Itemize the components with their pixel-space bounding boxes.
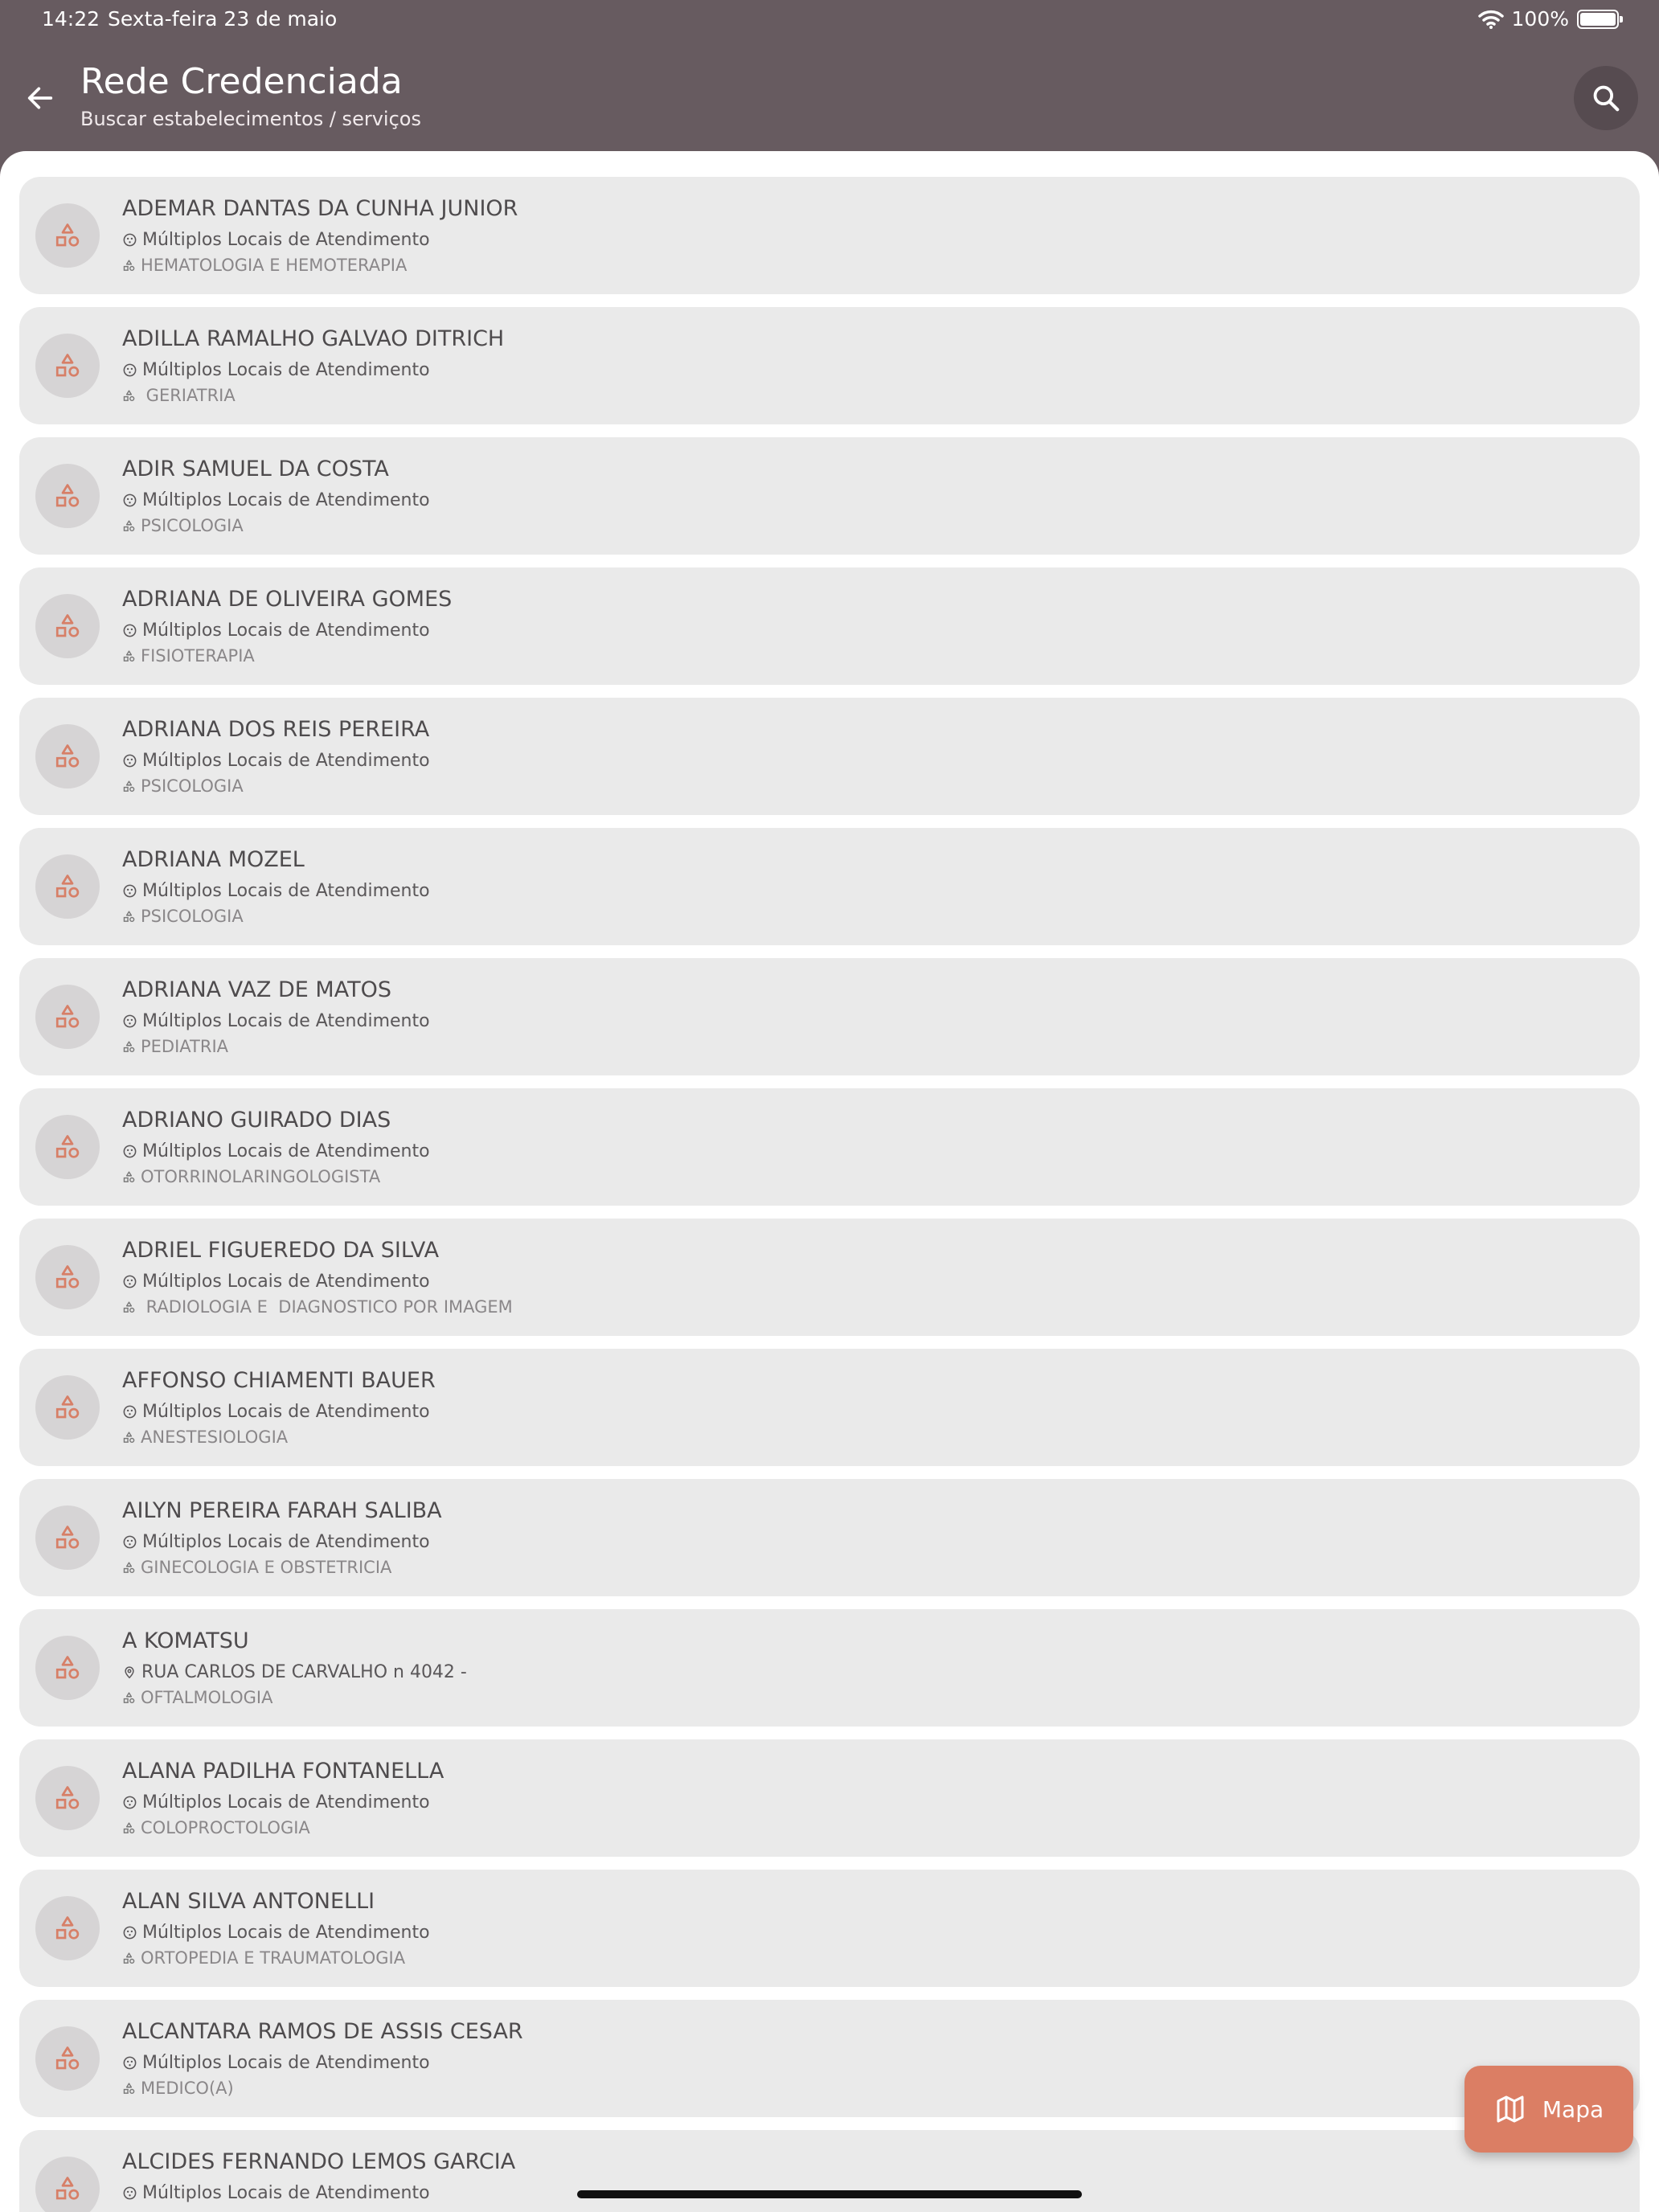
specialty-icon <box>122 649 136 663</box>
multiple-locations-icon <box>122 2185 137 2201</box>
provider-name: ALAN SILVA ANTONELLI <box>122 1889 375 1914</box>
provider-avatar <box>35 1766 100 1830</box>
multiple-locations-icon <box>122 1014 137 1029</box>
provider-location-text: Múltiplos Locais de Atendimento <box>142 621 430 641</box>
provider-location <box>122 360 430 380</box>
provider-name: ADRIANA VAZ DE MATOS <box>122 977 391 1002</box>
specialty-icon <box>122 1301 136 1314</box>
page-subtitle: Buscar estabelecimentos / serviços <box>80 108 421 130</box>
provider-name: ALANA PADILHA FONTANELLA <box>122 1759 444 1784</box>
specialty-icon <box>122 1040 136 1054</box>
provider-avatar <box>35 1245 100 1309</box>
multiple-locations-icon <box>122 1795 137 1810</box>
provider-avatar <box>35 1375 100 1440</box>
status-time: 14:22 <box>42 7 100 31</box>
provider-card[interactable] <box>19 307 1640 424</box>
provider-specialty-text: PSICOLOGIA <box>141 776 244 796</box>
specialty-icon <box>122 259 136 272</box>
provider-specialty <box>122 1688 272 1707</box>
provider-location-text: Múltiplos Locais de Atendimento <box>142 1272 430 1292</box>
specialty-icon <box>122 1821 136 1835</box>
provider-location-text: Múltiplos Locais de Atendimento <box>142 1011 430 1031</box>
provider-name: ADRIANA DE OLIVEIRA GOMES <box>122 587 453 612</box>
provider-location-text: Múltiplos Locais de Atendimento <box>142 360 430 380</box>
status-right <box>1478 7 1619 31</box>
shapes-icon <box>53 2044 82 2073</box>
multiple-locations-icon <box>122 363 137 378</box>
specialty-icon <box>122 1561 136 1575</box>
provider-name: ALCIDES FERNANDO LEMOS GARCIA <box>122 2149 516 2174</box>
status-bar <box>0 0 1659 37</box>
provider-specialty <box>122 1948 405 1968</box>
provider-specialty-text: GERIATRIA <box>141 386 236 405</box>
multiple-locations-icon <box>122 1404 137 1419</box>
provider-name: ADILLA RAMALHO GALVAO DITRICH <box>122 326 505 351</box>
provider-avatar <box>35 464 100 528</box>
provider-avatar <box>35 334 100 398</box>
provider-name: ADIR SAMUEL DA COSTA <box>122 457 389 481</box>
provider-name: ADRIANO GUIRADO DIAS <box>122 1108 391 1133</box>
provider-specialty <box>122 1037 228 1056</box>
provider-specialty <box>122 1297 513 1317</box>
provider-card[interactable] <box>19 828 1640 945</box>
specialty-icon <box>122 1431 136 1444</box>
map-icon <box>1494 2093 1526 2125</box>
provider-specialty-text: MEDICO(A) <box>141 2079 234 2098</box>
provider-avatar <box>35 203 100 268</box>
provider-specialty <box>122 646 255 666</box>
provider-specialty <box>122 907 244 926</box>
search-icon <box>1591 83 1621 113</box>
provider-location <box>122 230 430 250</box>
provider-name: AILYN PEREIRA FARAH SALIBA <box>122 1498 442 1523</box>
provider-specialty <box>122 1167 380 1186</box>
provider-location-text: Múltiplos Locais de Atendimento <box>142 1402 430 1422</box>
arrow-left-icon <box>24 82 56 114</box>
provider-name: ADEMAR DANTAS DA CUNHA JUNIOR <box>122 196 518 221</box>
shapes-icon <box>53 2174 82 2203</box>
multiple-locations-icon <box>122 1274 137 1289</box>
provider-specialty <box>122 776 244 796</box>
provider-card[interactable] <box>19 1870 1640 1987</box>
provider-card[interactable] <box>19 1219 1640 1336</box>
home-indicator <box>577 2190 1082 2198</box>
provider-specialty-text: OTORRINOLARINGOLOGISTA <box>141 1167 381 1186</box>
multiple-locations-icon <box>122 1925 137 1940</box>
provider-name: ALCANTARA RAMOS DE ASSIS CESAR <box>122 2019 523 2044</box>
shapes-icon <box>53 481 82 510</box>
provider-name: ADRIEL FIGUEREDO DA SILVA <box>122 1238 440 1263</box>
provider-avatar <box>35 1896 100 1960</box>
provider-list-panel <box>0 151 1659 2212</box>
provider-location-text: Múltiplos Locais de Atendimento <box>142 751 430 771</box>
provider-card[interactable] <box>19 567 1640 685</box>
multiple-locations-icon <box>122 883 137 899</box>
provider-specialty-text: OFTALMOLOGIA <box>141 1688 273 1707</box>
provider-specialty <box>122 386 236 405</box>
search-button[interactable] <box>1574 66 1638 130</box>
provider-specialty <box>122 256 407 275</box>
map-button[interactable] <box>1464 2066 1633 2153</box>
provider-specialty-text: RADIOLOGIA E DIAGNOSTICO POR IMAGEM <box>141 1297 513 1317</box>
battery-icon <box>1577 10 1619 29</box>
shapes-icon <box>53 1002 82 1031</box>
provider-location <box>122 751 430 771</box>
specialty-icon <box>122 519 136 533</box>
provider-location <box>122 1532 430 1552</box>
multiple-locations-icon <box>122 753 137 768</box>
provider-card[interactable] <box>19 437 1640 555</box>
provider-specialty-text: FISIOTERAPIA <box>141 646 255 666</box>
provider-location-text: Múltiplos Locais de Atendimento <box>142 490 430 510</box>
provider-location <box>122 1272 430 1292</box>
multiple-locations-icon <box>122 2055 137 2071</box>
provider-card[interactable] <box>19 958 1640 1075</box>
provider-avatar <box>35 1636 100 1700</box>
specialty-icon <box>122 1170 136 1184</box>
app-bar <box>0 37 1659 151</box>
multiple-locations-icon <box>122 1144 137 1159</box>
shapes-icon <box>53 742 82 771</box>
specialty-icon <box>122 780 136 793</box>
shapes-icon <box>53 221 82 250</box>
multiple-locations-icon <box>122 232 137 248</box>
provider-location-text: Múltiplos Locais de Atendimento <box>142 1141 430 1161</box>
provider-specialty <box>122 1818 310 1837</box>
shapes-icon <box>53 1393 82 1422</box>
provider-card[interactable] <box>19 2000 1640 2117</box>
multiple-locations-icon <box>122 493 137 508</box>
provider-avatar <box>35 854 100 919</box>
provider-specialty-text: HEMATOLOGIA E HEMOTERAPIA <box>141 256 408 275</box>
provider-card[interactable] <box>19 1088 1640 1206</box>
provider-card[interactable] <box>19 177 1640 294</box>
wifi-icon <box>1478 10 1504 29</box>
specialty-icon <box>122 2082 136 2095</box>
provider-location-text: Múltiplos Locais de Atendimento <box>142 1532 430 1552</box>
battery-percent: 100% <box>1511 7 1569 31</box>
provider-location <box>122 2183 430 2203</box>
provider-avatar <box>35 594 100 658</box>
provider-name: ADRIANA MOZEL <box>122 847 305 872</box>
provider-location <box>122 1923 430 1943</box>
provider-location <box>122 1141 430 1161</box>
status-date: Sexta-feira 23 de maio <box>108 7 338 31</box>
provider-card[interactable] <box>19 1609 1640 1727</box>
provider-specialty-text: GINECOLOGIA E OBSTETRICIA <box>141 1558 392 1577</box>
provider-location-text: Múltiplos Locais de Atendimento <box>142 1792 430 1813</box>
provider-location <box>122 881 430 901</box>
provider-name: A KOMATSU <box>122 1628 249 1653</box>
page-title: Rede Credenciada <box>80 61 403 102</box>
shapes-icon <box>53 1523 82 1552</box>
multiple-locations-icon <box>122 623 137 638</box>
specialty-icon <box>122 1691 136 1705</box>
specialty-icon <box>122 389 136 403</box>
provider-avatar <box>35 1505 100 1570</box>
provider-avatar <box>35 985 100 1049</box>
provider-location <box>122 1402 430 1422</box>
provider-specialty-text: PSICOLOGIA <box>141 516 244 535</box>
provider-specialty-text: ANESTESIOLOGIA <box>141 1428 289 1447</box>
map-button-label: Mapa <box>1542 2095 1604 2123</box>
shapes-icon <box>53 1784 82 1813</box>
provider-name: AFFONSO CHIAMENTI BAUER <box>122 1368 436 1393</box>
provider-list <box>19 177 1640 2212</box>
provider-specialty <box>122 2079 234 2098</box>
provider-location <box>122 1011 430 1031</box>
provider-card[interactable] <box>19 1739 1640 1857</box>
provider-specialty-text: ORTOPEDIA E TRAUMATOLOGIA <box>141 1948 406 1968</box>
shapes-icon <box>53 612 82 641</box>
provider-specialty-text: COLOPROCTOLOGIA <box>141 1818 310 1837</box>
shapes-icon <box>53 1914 82 1943</box>
provider-location <box>122 1662 467 1682</box>
provider-card[interactable] <box>19 1479 1640 1596</box>
provider-location-text: RUA CARLOS DE CARVALHO n 4042 - <box>141 1662 467 1682</box>
provider-location-text: Múltiplos Locais de Atendimento <box>142 1923 430 1943</box>
provider-specialty-text: PEDIATRIA <box>141 1037 229 1056</box>
provider-avatar <box>35 1115 100 1179</box>
shapes-icon <box>53 1263 82 1292</box>
shapes-icon <box>53 872 82 901</box>
location-pin-icon <box>122 1665 137 1680</box>
provider-card[interactable] <box>19 698 1640 815</box>
provider-specialty <box>122 1558 391 1577</box>
multiple-locations-icon <box>122 1534 137 1550</box>
provider-location-text: Múltiplos Locais de Atendimento <box>142 2183 430 2203</box>
provider-specialty <box>122 516 244 535</box>
specialty-icon <box>122 1952 136 1965</box>
provider-location <box>122 2053 430 2073</box>
provider-location <box>122 1792 430 1813</box>
provider-avatar <box>35 2157 100 2212</box>
specialty-icon <box>122 910 136 924</box>
provider-location-text: Múltiplos Locais de Atendimento <box>142 2053 430 2073</box>
provider-avatar <box>35 2026 100 2091</box>
shapes-icon <box>53 1133 82 1161</box>
provider-location <box>122 490 430 510</box>
back-button[interactable] <box>14 72 66 124</box>
provider-card[interactable] <box>19 2130 1640 2212</box>
provider-avatar <box>35 724 100 789</box>
provider-card[interactable] <box>19 1349 1640 1466</box>
provider-location-text: Múltiplos Locais de Atendimento <box>142 230 430 250</box>
provider-specialty <box>122 1428 288 1447</box>
provider-name: ADRIANA DOS REIS PEREIRA <box>122 717 430 742</box>
provider-location-text: Múltiplos Locais de Atendimento <box>142 881 430 901</box>
shapes-icon <box>53 1653 82 1682</box>
provider-location <box>122 621 430 641</box>
provider-specialty-text: PSICOLOGIA <box>141 907 244 926</box>
shapes-icon <box>53 351 82 380</box>
